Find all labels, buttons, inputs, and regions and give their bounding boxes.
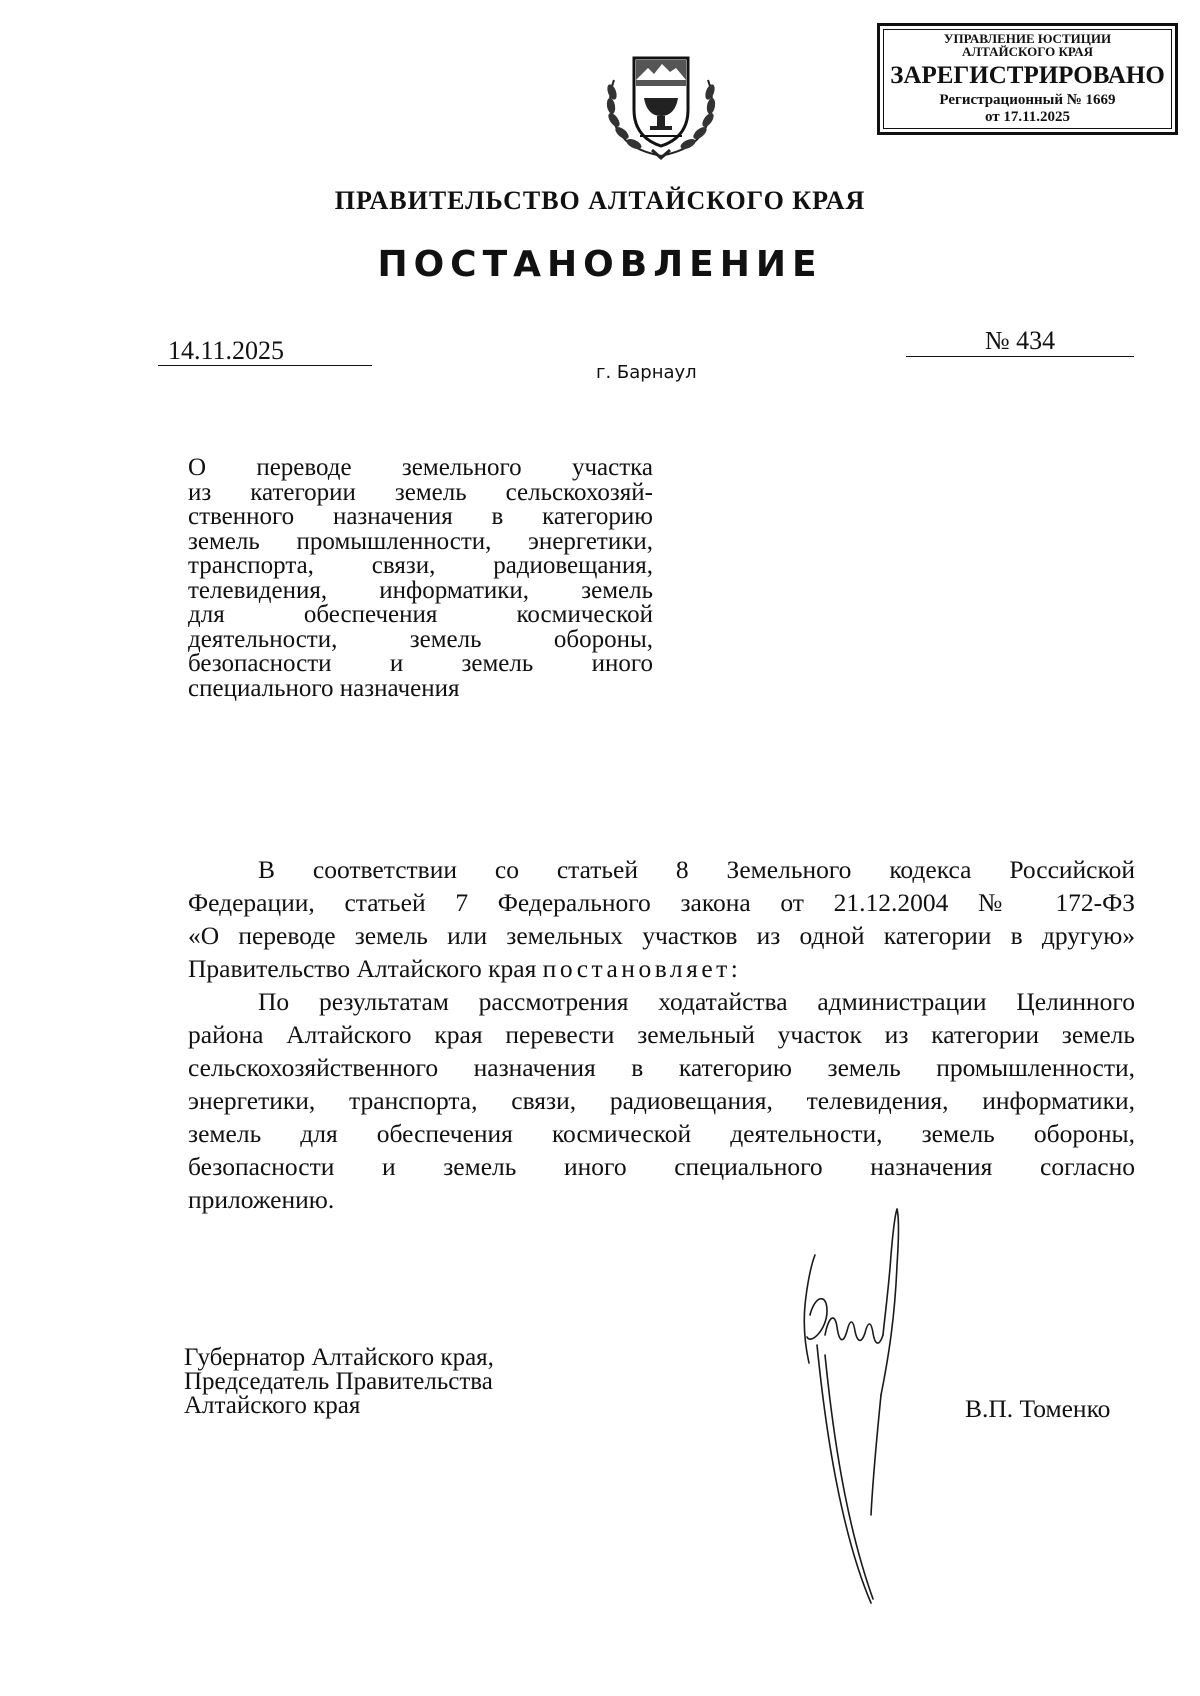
subject-line: О переводе земельного участка xyxy=(188,454,653,481)
signer-title-line: Председатель Правительства xyxy=(184,1368,493,1395)
body-line: района Алтайского края перевести земельный участок из категории земель xyxy=(188,1020,1135,1049)
body-line: По результатам рассмотрения ходатайства администрации Целинного xyxy=(258,987,1135,1016)
subject-line: из категории земель сельскохозяй- xyxy=(188,478,653,506)
body-line: «О переводе земель или земельных участков из одной категории в другую» xyxy=(188,921,1135,950)
stamp-reg-number: Регистрационный № 1669 xyxy=(939,92,1116,108)
document-date: 14.11.2025 xyxy=(158,336,372,366)
subject-line: транспорта, связи, радиовещания, xyxy=(188,552,653,579)
subject-line: для обеспечения космической xyxy=(188,601,653,628)
document-number: № 434 xyxy=(906,326,1134,357)
body-line: Федерации, статьей 7 Федерального закона от 21.12.2004 № 172-ФЗ xyxy=(188,888,1135,917)
subject-line: телевидения, информатики, земель xyxy=(188,576,653,604)
body-line: приложению. xyxy=(188,1185,335,1214)
document-type: ПОСТАНОВЛЕНИЕ xyxy=(377,244,823,285)
subject-line: безопасности и земель иного xyxy=(188,650,653,677)
subject-line: земель промышленности, энергетики, xyxy=(188,527,653,555)
signer-title xyxy=(184,1346,494,1418)
subject-line: деятельности, земель обороны, xyxy=(188,625,653,653)
stamp-status: ЗАРЕГИСТРИРОВАНО xyxy=(890,62,1165,89)
coat-of-arms-icon xyxy=(596,40,726,162)
stamp-reg-date: от 17.11.2025 xyxy=(984,109,1071,125)
registration-stamp xyxy=(877,23,1178,135)
stamp-authority-line2: АЛТАЙСКОГО КРАЯ xyxy=(962,44,1093,59)
body-line: энергетики, транспорта, связи, радиовещания, телевидения, информатики, xyxy=(188,1086,1135,1115)
signer-title-line: Губернатор Алтайского края, xyxy=(184,1344,494,1371)
subject-line: ственного назначения в категорию xyxy=(188,503,653,530)
handwritten-signature-icon xyxy=(755,1195,915,1610)
signer-name: В.П. Томенко xyxy=(965,1394,1111,1423)
body-line: земель для обеспечения космической деятельности, земель обороны, xyxy=(188,1119,1135,1148)
signer-title-line: Алтайского края xyxy=(184,1392,361,1419)
subject-line: специального назначения xyxy=(188,674,460,702)
body-line: В соответствии со статьей 8 Земельного кодекса Российской xyxy=(258,855,1135,884)
government-title: ПРАВИТЕЛЬСТВО АЛТАЙСКОГО КРАЯ xyxy=(334,186,866,215)
document-body xyxy=(188,853,1135,1216)
city: г. Барнаул xyxy=(596,362,697,383)
document-subject xyxy=(188,456,653,701)
body-line: сельскохозяйственного назначения в категорию земель промышленности, xyxy=(188,1053,1135,1082)
body-text: Правительство Алтайского края xyxy=(188,954,543,983)
stamp-authority-line1: УПРАВЛЕНИЕ ЮСТИЦИИ xyxy=(943,31,1112,46)
body-line xyxy=(188,952,1135,985)
resolution-keyword: постановляет: xyxy=(542,954,742,983)
body-line: безопасности и земель иного специального назначения согласно xyxy=(188,1152,1135,1181)
